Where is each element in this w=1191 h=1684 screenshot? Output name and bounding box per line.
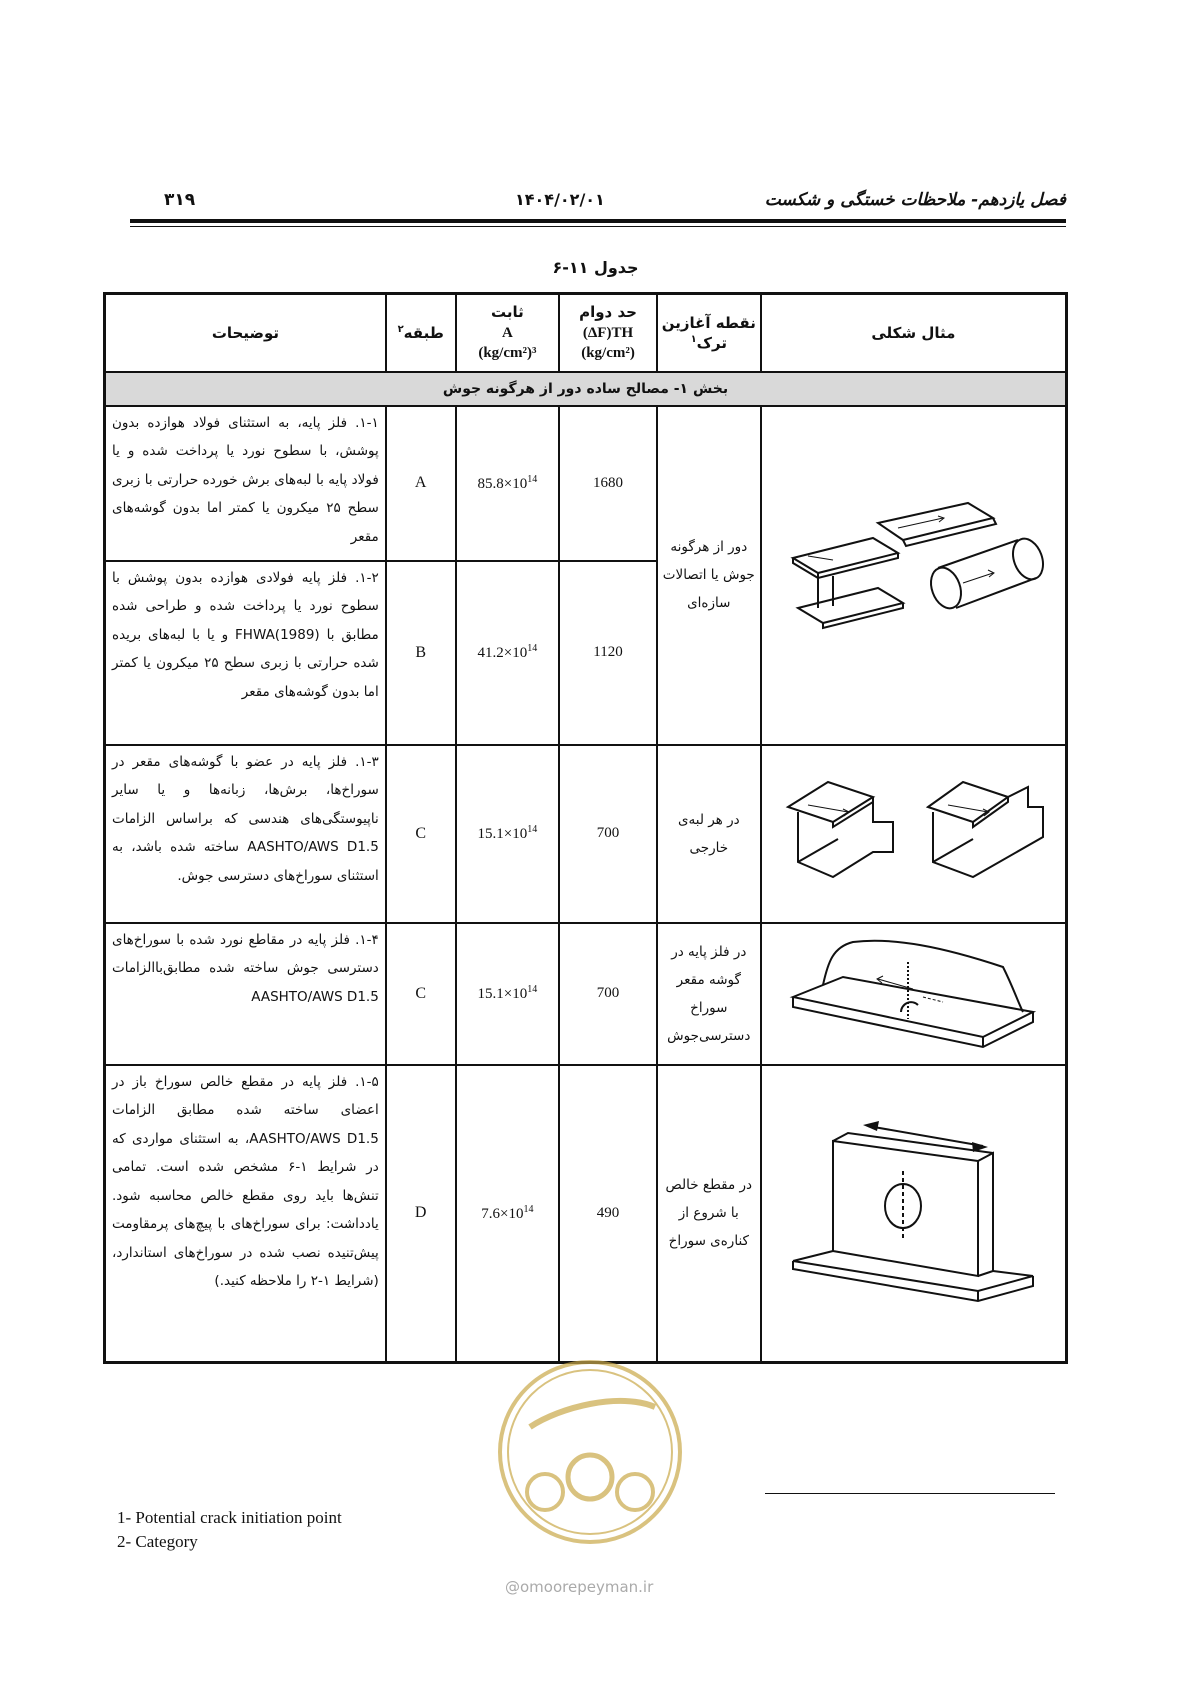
category-cell: D — [386, 1065, 456, 1363]
plain-members-sketch-icon — [778, 498, 1048, 648]
description-cell: ۱-۱. فلز پایه، به استثنای فولاد هوازده بدون پوشش، با سطوح نورد یا پرداخت شده و یا فولاد پایه با لبه‌های برش خورده حرارتی با زبری سطح ۲۵ میکرون یا کمتر اما بدون گوشه‌های مقعر — [105, 406, 386, 561]
threshold-cell: 700 — [559, 745, 657, 923]
header-crack-initiation: نقطه آغازین ترک$^۱$ — [657, 294, 761, 372]
section-row — [105, 372, 1067, 406]
table-row — [105, 745, 1067, 923]
page-number: ۳۱۹ — [164, 190, 196, 210]
threshold-cell: 700 — [559, 923, 657, 1065]
header-date: ۱۴۰۴/۰۲/۰۱ — [515, 190, 605, 209]
weld-access-hole-sketch-icon — [783, 927, 1043, 1057]
table-caption: جدول ۱۱-۶ — [552, 258, 639, 277]
section-title: بخش ۱- مصالح ساده دور از هرگونه جوش — [105, 372, 1067, 406]
category-cell: B — [386, 561, 456, 745]
watermark-logo — [490, 1352, 690, 1552]
footnote-rule — [765, 1493, 1055, 1494]
category-cell: C — [386, 923, 456, 1065]
location-cell: در فلز پایه در گوشه مقعر سوراخ دسترسی‌جوش — [657, 923, 761, 1065]
threshold-cell: 490 — [559, 1065, 657, 1363]
header-rule-thin — [130, 226, 1066, 227]
constant-cell: $15.1\times 10^{14}$ — [456, 745, 560, 923]
header-constant: ثابت A (kg/cm²)³ — [456, 294, 560, 372]
header-description: توضیحات — [105, 294, 386, 372]
threshold-cell: 1680 — [559, 406, 657, 561]
category-cell: A — [386, 406, 456, 561]
header-category: طبقه$^۲$ — [386, 294, 456, 372]
table-row — [105, 923, 1067, 1065]
constant-cell: $7.6\times 10^{14}$ — [456, 1065, 560, 1363]
constant-cell: $85.8\times 10^{14}$ — [456, 406, 560, 561]
description-cell: ۱-۲. فلز پایه فولادی هوازده بدون پوشش با سطوح نورد یا پرداخت شده و طراحی شده مطابق با FHWA(1989) و یا با لبه‌های بریده شده حرارتی با زبری سطح ۲۵ میکرون یا کمتر اما بدون گوشه‌های مقعر — [105, 561, 386, 745]
header-rule-thick — [130, 219, 1066, 223]
description-cell: ۱-۳. فلز پایه در عضو با گوشه‌های مقعر در سوراخ‌ها، برش‌ها، زبانه‌ها و یا سایر ناپیوستگی‌های هندسی که براساس الزامات AASHTO/AWS D1.5 ساخته شده باشد، به استثنای سوراخ‌های دسترسی جوش. — [105, 745, 386, 923]
footnote-1: 1- Potential crack initiation point — [117, 1508, 342, 1527]
seal-icon — [490, 1352, 690, 1552]
threshold-cell: 1120 — [559, 561, 657, 745]
category-cell: C — [386, 745, 456, 923]
figure-plain-members — [761, 406, 1067, 745]
table-row — [105, 406, 1067, 561]
coped-beams-sketch-icon — [773, 767, 1053, 897]
footnote-2: 2- Category — [117, 1532, 198, 1551]
description-cell: ۱-۴. فلز پایه در مقاطع نورد شده با سوراخ‌های دسترسی جوش ساخته شده مطابق‌باالزامات AASHTO/AWS D1.5 — [105, 923, 386, 1065]
location-cell: در مقطع خالص با شروع از کناره‌ی سوراخ — [657, 1065, 761, 1363]
table-row — [105, 1065, 1067, 1363]
location-cell: دور از هرگونه جوش یا اتصالات سازه‌ای — [657, 406, 761, 745]
figure-open-hole — [761, 1065, 1067, 1363]
table-header-row — [105, 294, 1067, 372]
location-cell: در هر لبه‌ی خارجی — [657, 745, 761, 923]
constant-cell: $15.1\times 10^{14}$ — [456, 923, 560, 1065]
figure-reentrant-corners — [761, 745, 1067, 923]
fatigue-table — [103, 292, 1068, 1364]
chapter-title: فصل یازدهم- ملاحظات خستگی و شکست — [764, 190, 1066, 210]
constant-cell: $41.2\times 10^{14}$ — [456, 561, 560, 745]
open-hole-plate-sketch-icon — [783, 1111, 1043, 1311]
header-example: مثال شکلی — [761, 294, 1067, 372]
header-threshold: حد دوام (ΔF)TH (kg/cm²) — [559, 294, 657, 372]
watermark-url: @omoorepeyman.ir — [505, 1578, 654, 1596]
figure-weld-access-hole — [761, 923, 1067, 1065]
description-cell: ۱-۵. فلز پایه در مقطع خالص سوراخ باز در اعضای ساخته شده مطابق الزامات AASHTO/AWS D1.5، به استثنای مواردی که در شرایط ۱-۶ مشخص شده است. تمامی تنش‌ها باید روی مقطع خالص محاسبه شود. یادداشت: برای سوراخ‌های با پیچ‌های پرمقاومت پیش‌تنیده نصب شده در سوراخ‌های استاندارد، (شرایط ۱-۲ را ملاحظه کنید.) — [105, 1065, 386, 1363]
